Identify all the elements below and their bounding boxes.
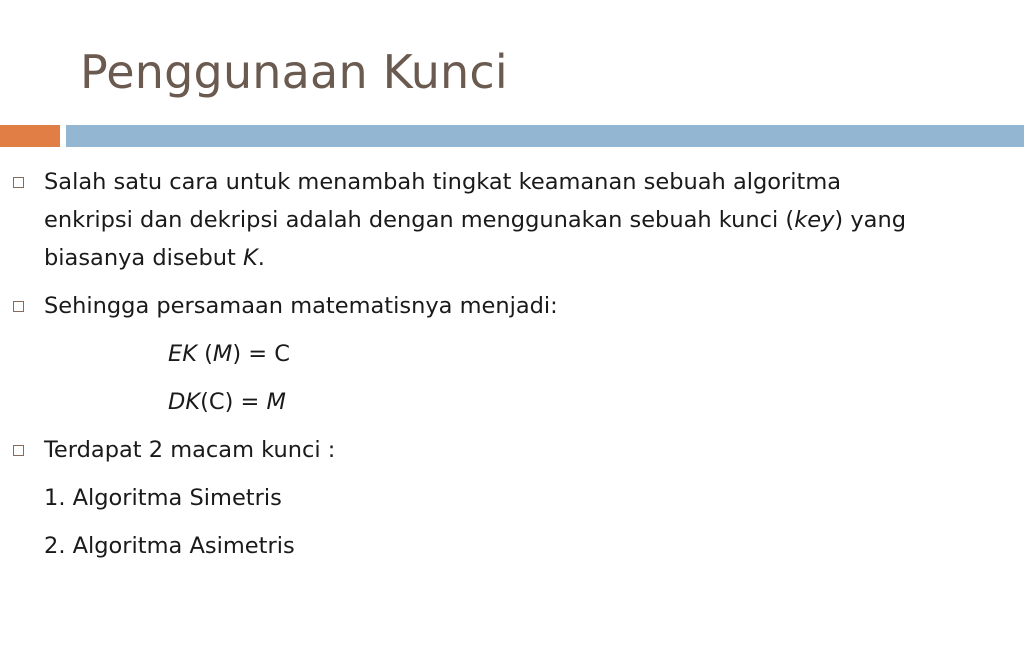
eq-part: M xyxy=(266,389,286,415)
list-item-1: 1. Algoritma Simetris xyxy=(44,485,282,511)
eq-part: EK xyxy=(168,341,197,367)
bullet-square-icon xyxy=(13,445,24,456)
slide-title: Penggunaan Kunci xyxy=(80,45,508,99)
eq-part: ( xyxy=(196,341,213,367)
bullet-2-text: Sehingga persamaan matematisnya menjadi: xyxy=(44,293,558,319)
bullet-1-line-2 xyxy=(44,201,1000,239)
italic-key: key xyxy=(794,207,835,233)
eq-part: ) = C xyxy=(232,341,290,367)
list-item-2: 2. Algoritma Asimetris xyxy=(44,533,295,559)
bullet-square-icon xyxy=(13,177,24,188)
text-segment: ) yang xyxy=(834,207,906,233)
bullet-3-text: Terdapat 2 macam kunci : xyxy=(44,437,336,463)
eq-part: M xyxy=(212,341,233,367)
text-segment: enkripsi dan dekripsi adalah dengan menggunakan sebuah kunci ( xyxy=(44,207,795,233)
text-segment: . xyxy=(257,245,265,271)
bullet-1-line-1: Salah satu cara untuk menambah tingkat keamanan sebuah algoritma xyxy=(44,169,842,195)
eq-part: (C) = xyxy=(200,389,267,415)
text-segment: biasanya disebut xyxy=(44,245,243,271)
bullet-square-icon xyxy=(13,301,24,312)
bullet-1-line-2-words xyxy=(44,201,906,239)
equation-decrypt xyxy=(168,383,286,421)
equation-encrypt xyxy=(168,335,290,373)
italic-k: K xyxy=(242,245,258,271)
eq-part: DK xyxy=(168,389,201,415)
bullet-1-line-3 xyxy=(44,239,265,277)
